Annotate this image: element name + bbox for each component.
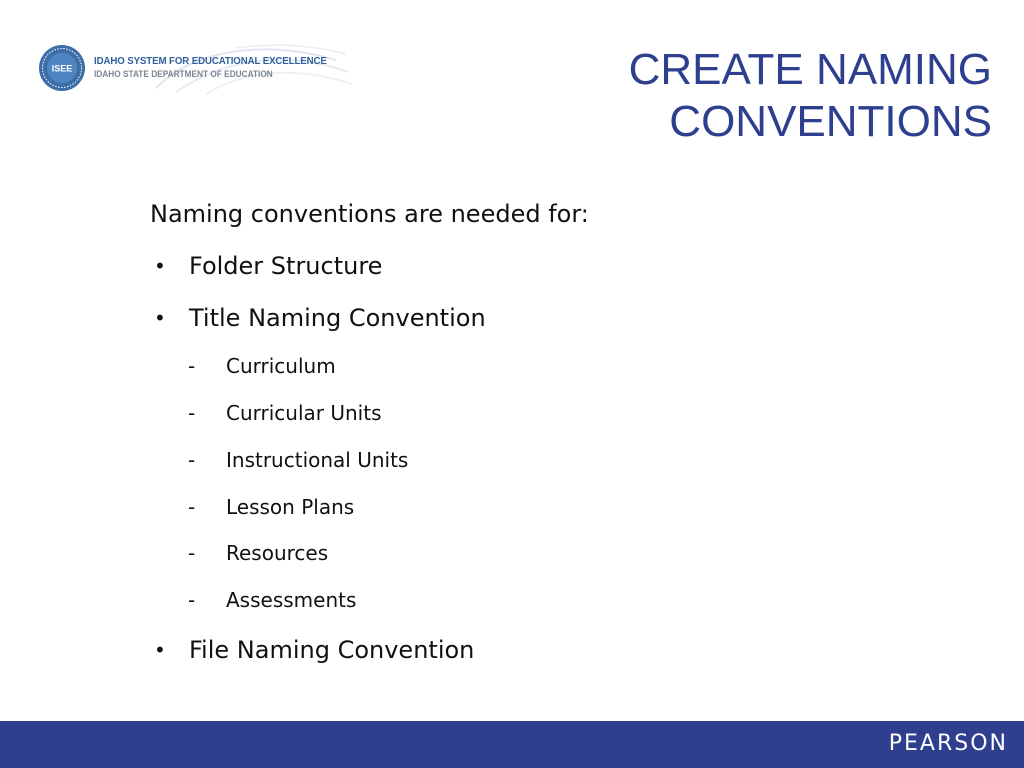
sub-list-item-label: Instructional Units [226, 448, 409, 472]
dash-icon: - [188, 401, 196, 425]
slide-title-line-1: CREATE NAMING [628, 45, 992, 94]
sub-list-item-label: Resources [226, 541, 329, 565]
sub-list-item-label: Curricular Units [226, 401, 382, 425]
slide-title [432, 44, 992, 148]
bullet-icon: • [154, 638, 166, 662]
dash-icon: - [188, 354, 196, 378]
list-item-label: File Naming Convention [189, 636, 475, 664]
list-item-label: Title Naming Convention [189, 304, 486, 332]
slide-title-line-2: CONVENTIONS [669, 97, 992, 146]
pearson-logo: PEARSON [888, 731, 1008, 756]
logo-department-name: IDAHO STATE DEPARTMENT OF EDUCATION [94, 69, 273, 79]
dash-icon: - [188, 588, 196, 612]
sub-list-item-label: Curriculum [226, 354, 336, 378]
dash-icon: - [188, 448, 196, 472]
list-item-label: Folder Structure [189, 252, 383, 280]
isee-logo [36, 40, 356, 98]
dash-icon: - [188, 495, 196, 519]
seal-text: ISEE [51, 63, 73, 74]
footer-bar [0, 721, 1024, 768]
sub-list-item-label: Assessments [226, 588, 357, 612]
logo-org-name: IDAHO SYSTEM FOR EDUCATIONAL EXCELLENCE [94, 55, 327, 67]
isee-seal-icon [38, 44, 86, 92]
bullet-icon: • [154, 254, 166, 278]
sub-list-item-label: Lesson Plans [226, 495, 355, 519]
intro-text: Naming conventions are needed for: [150, 200, 589, 228]
dash-icon: - [188, 541, 196, 565]
bullet-icon: • [154, 306, 166, 330]
